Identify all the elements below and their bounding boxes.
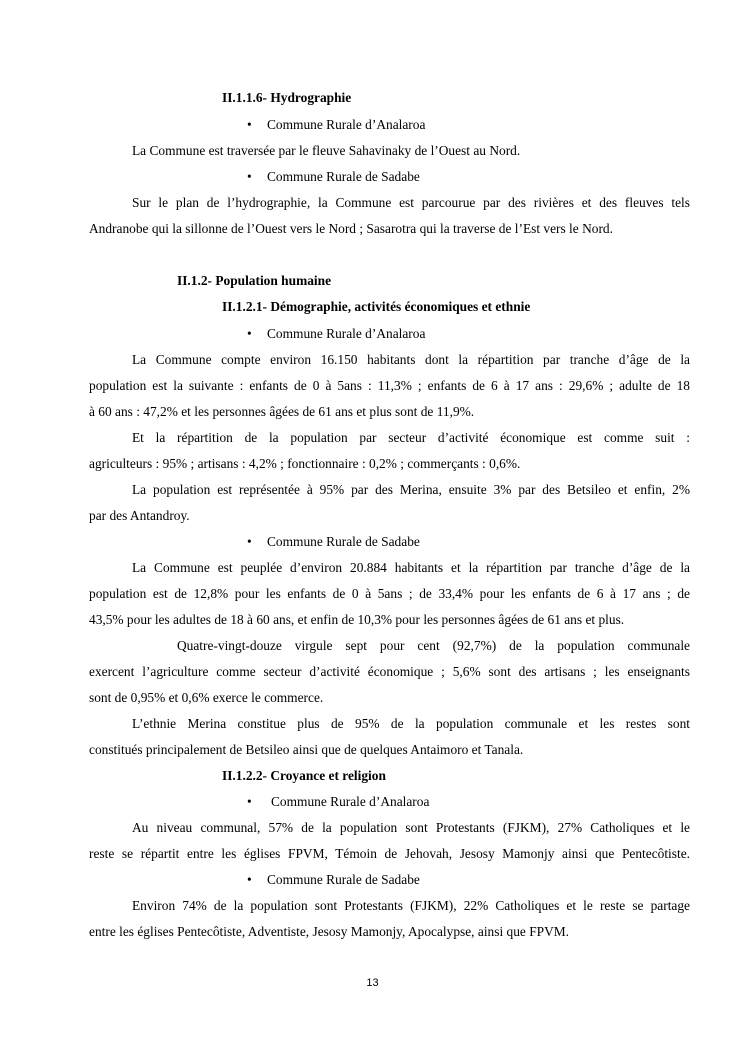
- bullet-icon: •: [247, 794, 252, 809]
- section-heading-population: II.1.2- Population humaine: [177, 273, 332, 288]
- subsection-heading-croyance: II.1.2.2- Croyance et religion: [222, 768, 386, 783]
- paragraph-line: population est la suivante : enfants de 0 à 5ans : 11,3% ; enfants de 6 à 17 ans : 29,6% ; adulte de 18: [89, 378, 690, 393]
- paragraph-line: Au niveau communal, 57% de la population sont Protestants (FJKM), 27% Catholiques et le: [132, 820, 690, 835]
- paragraph-line: La Commune est peuplée d’environ 20.884 habitants et la répartition par tranche d’âge de la: [132, 560, 690, 575]
- paragraph-line: entre les églises Pentecôtiste, Adventiste, Jesosy Mamonjy, Apocalypse, ainsi que FPVM.: [89, 924, 570, 939]
- section-heading-hydrographie: II.1.1.6- Hydrographie: [222, 90, 352, 105]
- subsection-heading-demographie: II.1.2.1- Démographie, activités économiques et ethnie: [222, 299, 531, 314]
- paragraph-line: Quatre-vingt-douze virgule sept pour cent (92,7%) de la population communale: [177, 638, 690, 653]
- paragraph-line: Environ 74% de la population sont Protestants (FJKM), 22% Catholiques et le reste se partage: [132, 898, 690, 913]
- paragraph-line: L’ethnie Merina constitue plus de 95% de la population communale et les restes sont: [132, 716, 690, 731]
- paragraph-line: La Commune compte environ 16.150 habitants dont la répartition par tranche d’âge de la: [132, 352, 690, 367]
- paragraph-line: La Commune est traversée par le fleuve Sahavinaky de l’Ouest au Nord.: [132, 143, 521, 158]
- bullet-item-sadabe: Commune Rurale de Sadabe: [267, 169, 420, 184]
- paragraph-line: reste se répartit entre les églises FPVM, Témoin de Jehovah, Jesosy Mamonjy ainsi que Pentecôtiste.: [89, 846, 690, 861]
- page-number: 13: [366, 977, 379, 989]
- bullet-item-analaroa: Commune Rurale d’Analaroa: [271, 794, 430, 809]
- paragraph-line: sont de 0,95% et 0,6% exerce le commerce.: [89, 690, 324, 705]
- bullet-item-analaroa: Commune Rurale d’Analaroa: [267, 117, 426, 132]
- paragraph-line: par des Antandroy.: [89, 508, 190, 523]
- paragraph-line: population est de 12,8% pour les enfants de 0 à 5ans ; de 33,4% pour les enfants de 6 à 17 ans ; de: [89, 586, 690, 601]
- paragraph-line: constitués principalement de Betsileo ainsi que de quelques Antaimoro et Tanala.: [89, 742, 524, 757]
- paragraph-line: agriculteurs : 95% ; artisans : 4,2% ; fonctionnaire : 0,2% ; commerçants : 0,6%.: [89, 456, 521, 471]
- bullet-icon: •: [247, 534, 252, 549]
- bullet-icon: •: [247, 326, 252, 341]
- paragraph-line: à 60 ans : 47,2% et les personnes âgées de 61 ans et plus sont de 11,9%.: [89, 404, 475, 419]
- paragraph-line: 43,5% pour les adultes de 18 à 60 ans, et enfin de 10,3% pour les personnes âgées de 61 ans et plus.: [89, 612, 625, 627]
- bullet-item-sadabe: Commune Rurale de Sadabe: [267, 534, 420, 549]
- bullet-item-sadabe: Commune Rurale de Sadabe: [267, 872, 420, 887]
- bullet-item-analaroa: Commune Rurale d’Analaroa: [267, 326, 426, 341]
- paragraph-line: Sur le plan de l’hydrographie, la Commune est parcourue par des rivières et des fleuves tels: [132, 195, 690, 210]
- paragraph-line: Et la répartition de la population par secteur d’activité économique est comme suit :: [132, 430, 690, 445]
- paragraph-line: Andranobe qui la sillonne de l’Ouest vers le Nord ; Sasarotra qui la traverse de l’Est vers le Nord.: [89, 221, 613, 236]
- paragraph-line: La population est représentée à 95% par des Merina, ensuite 3% par des Betsileo et enfin, 2%: [132, 482, 690, 497]
- bullet-icon: •: [247, 169, 252, 184]
- bullet-icon: •: [247, 872, 252, 887]
- paragraph-line: exercent l’agriculture comme secteur d’activité économique ; 5,6% sont des artisans ; les enseignants: [89, 664, 690, 679]
- bullet-icon: •: [247, 117, 252, 132]
